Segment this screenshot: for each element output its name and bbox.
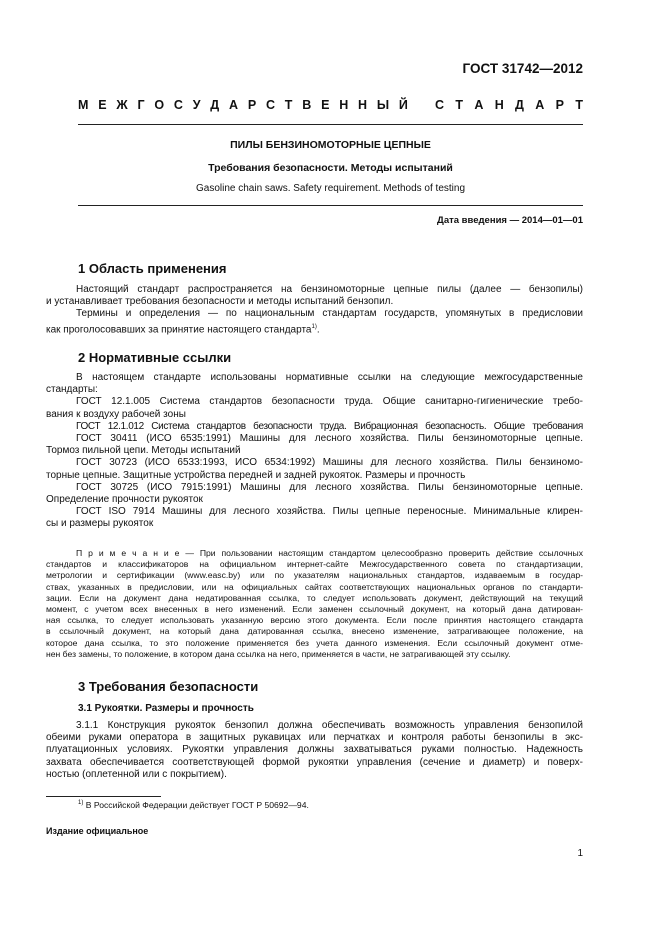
banner-letter: Г bbox=[137, 98, 145, 112]
note-label: П р и м е ч а н и е bbox=[76, 548, 180, 558]
text-line: 3.1.1 Конструкция рукояток бензопил должна обеспечивать возможность управления бензопилой bbox=[76, 720, 583, 731]
reference-line: вания к воздуху рабочей зоны bbox=[46, 408, 186, 420]
banner-letter: Ж bbox=[116, 98, 128, 112]
document-subtitle: Требования безопасности. Методы испытаний bbox=[208, 162, 453, 174]
footnote-mark: 1) bbox=[78, 800, 84, 807]
banner-word-standard bbox=[435, 98, 583, 112]
reference-line: ГОСТ 12.1.005 Система стандартов безопасности труда. Общие санитарно-гигиенические требо- bbox=[76, 396, 583, 408]
text-line: и устанавливает требования безопасности и методы испытаний бензопил. bbox=[46, 296, 394, 308]
note-line: нен без замены, то положение, в котором дана ссылка на него, применяется в части, не затрагивающей эту ссылку. bbox=[46, 648, 511, 659]
banner-letter: А bbox=[229, 98, 239, 112]
note-line: в ссылочный документ, на который дана датированная ссылка, внесено изменение, затрагивающее положение, на bbox=[46, 626, 583, 637]
reference-line: сы и размеры рукояток bbox=[46, 518, 154, 530]
page-number: 1 bbox=[577, 848, 583, 859]
reference-line: Определение прочности рукояток bbox=[46, 494, 203, 506]
banner-letter: Т bbox=[455, 98, 463, 112]
section-3-text bbox=[46, 720, 583, 781]
banner-letter: Д bbox=[515, 98, 524, 112]
note-line: момент, с учетом всех внесенных в него изменений. Если заменен ссылочный документ, на который дана датирован- bbox=[46, 604, 583, 615]
reference-line: ГОСТ 30411 (ИСО 6535:1991) Машины для лесного хозяйства. Пилы бензиномоторные цепные. bbox=[76, 433, 583, 445]
note-line: зации. Если на документ дана недатированная ссылка, то следует использовать документ, действующий на текущий bbox=[46, 592, 583, 603]
section-2-references bbox=[46, 372, 583, 531]
banner-letter: У bbox=[192, 98, 201, 112]
text-line bbox=[46, 321, 583, 337]
banner-letter: Н bbox=[494, 98, 504, 112]
section-3-heading: 3 Требования безопасности bbox=[78, 679, 259, 694]
text-line: Настоящий стандарт распространяется на бензиномоторные цепные пилы (далее — бензопилы) bbox=[76, 284, 583, 295]
banner-letter: Й bbox=[398, 98, 408, 112]
banner-letter: О bbox=[154, 98, 165, 112]
text-line: стандарты: bbox=[46, 384, 98, 396]
reference-line: торные цепные. Защитные устройства передней и задней рукояток. Размеры и прочность bbox=[46, 469, 466, 481]
section-1-heading: 1 Область применения bbox=[78, 261, 227, 276]
text-line: В настоящем стандарте использованы нормативные ссылки на следующие межгосударственные bbox=[76, 372, 583, 383]
note-line bbox=[46, 548, 583, 559]
english-title: Gasoline chain saws. Safety requirement. Methods of testing bbox=[195, 183, 466, 194]
text-line: захвата обеспечивается соответствующей формой рукоятки управления (сечение и диаметр) и поверх- bbox=[46, 756, 583, 768]
footnote-text: В Российской Федерации действует ГОСТ Р 50692—94. bbox=[83, 800, 309, 810]
text-line: плуатационных условиях. Рукоятки управления должны захватываться руками полностью. Надежность bbox=[46, 744, 583, 756]
banner-letter: С bbox=[265, 98, 275, 112]
banner-letter: С bbox=[173, 98, 183, 112]
interstate-standard-banner bbox=[78, 98, 583, 112]
reference-line: Тормоз пильной цепи. Методы испытаний bbox=[46, 445, 241, 457]
footnote-rule bbox=[46, 796, 161, 797]
banner-letter: А bbox=[474, 98, 484, 112]
note-line: ствах, указанных в предисловии, или на официальных сайтах соответствующих национальных органов по стандарти- bbox=[46, 581, 583, 592]
banner-letter: Р bbox=[247, 98, 257, 112]
banner-letter: Е bbox=[321, 98, 330, 112]
note-line: ная ссылка, то следует использовать указанную версию этого документа. Если после принятия настоящего стандарта bbox=[46, 615, 583, 626]
text-line: обеими руками оператора в защитных рукавицах или перчатках и контроля работы бензопилы в экс- bbox=[46, 732, 583, 744]
note-line: стандартов и классификаторов на официальном интернет-сайте Межгосударственного совета по стандартизации, bbox=[46, 559, 583, 570]
banner-letter: Ы bbox=[376, 98, 390, 112]
banner-letter: В bbox=[302, 98, 312, 112]
official-edition-label: Издание официальное bbox=[46, 826, 149, 836]
banner-letter: С bbox=[435, 98, 445, 112]
section-2-note bbox=[46, 548, 583, 660]
section-2-heading: 2 Нормативные ссылки bbox=[78, 350, 232, 365]
banner-word-interstate bbox=[78, 98, 408, 112]
reference-line: ГОСТ 12.1.012 Система стандартов безопасности труда. Вибрационная безопасность. Общие требования bbox=[76, 420, 583, 432]
banner-letter: Д bbox=[210, 98, 220, 112]
banner-letter: Р bbox=[555, 98, 564, 112]
text-fragment: . bbox=[316, 323, 320, 335]
top-rule bbox=[78, 124, 583, 125]
subsection-3-1-heading: 3.1 Рукоятки. Размеры и прочность bbox=[78, 703, 254, 714]
reference-line: ГОСТ ISO 7914 Машины для лесного хозяйства. Пилы цепные переносные. Минимальные клирен- bbox=[76, 506, 583, 518]
footnote-ref: 1) bbox=[311, 323, 317, 330]
text-line: Термины и определения — по национальным стандартам государств, упомянутых в предисловии bbox=[76, 308, 583, 320]
banner-letter: Н bbox=[339, 98, 349, 112]
footnote bbox=[78, 800, 309, 810]
introduction-date: Дата введения — 2014—01—01 bbox=[437, 215, 583, 226]
title-rule bbox=[78, 205, 583, 206]
banner-letter: М bbox=[78, 98, 89, 112]
banner-letter: Т bbox=[284, 98, 293, 112]
document-title: ПИЛЫ БЕНЗИНОМОТОРНЫЕ ЦЕПНЫЕ bbox=[230, 139, 431, 151]
note-line: которое дана ссылка, то это положение применяется без учета данного изменения. Если ссылочный документ отме- bbox=[46, 637, 583, 648]
section-1-text bbox=[46, 284, 583, 336]
reference-line: ГОСТ 30723 (ИСО 6533:1993, ИСО 6534:1992) Машины для лесного хозяйства. Пилы бензиномо- bbox=[76, 457, 583, 469]
banner-letter: Т bbox=[575, 98, 583, 112]
text-fragment: — При пользовании настоящим стандартом целесообразно проверить действие ссылочных bbox=[179, 548, 584, 558]
banner-letter: Е bbox=[98, 98, 107, 112]
text-fragment: как проголосовавших за принятие настоящего стандарта bbox=[46, 323, 312, 335]
banner-letter: Н bbox=[358, 98, 368, 112]
text-line: ностью (оплетенной или с покрытием). bbox=[46, 768, 227, 780]
banner-letter: А bbox=[535, 98, 545, 112]
gost-code: ГОСТ 31742—2012 bbox=[462, 61, 583, 76]
note-line: метрологии и сертификации (www.easc.by) или по указателям национальных стандартов, издаваемым в государ- bbox=[46, 570, 583, 581]
reference-line: ГОСТ 30725 (ИСО 7915:1991) Машины для лесного хозяйства. Пилы бензиномоторные цепные. bbox=[76, 481, 583, 493]
